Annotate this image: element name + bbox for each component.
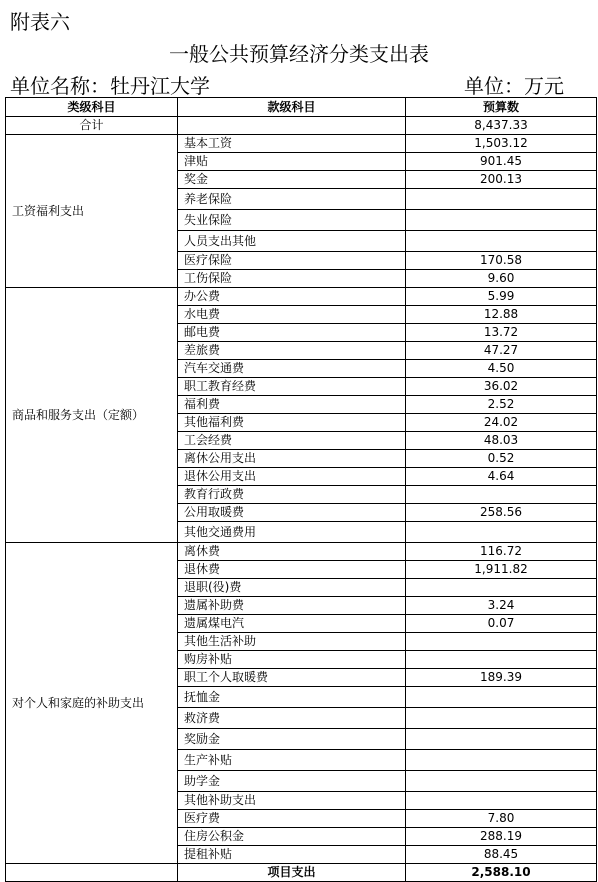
item-cell: 遗属煤电汽 <box>178 615 406 633</box>
item-cell: 救济费 <box>178 708 406 729</box>
amount-cell: 24.02 <box>406 414 597 432</box>
item-cell: 奖金 <box>178 171 406 189</box>
amount-cell: 2.52 <box>406 396 597 414</box>
amount-cell <box>406 687 597 708</box>
amount-cell <box>406 522 597 543</box>
amount-cell <box>406 750 597 771</box>
amount-cell: 1,503.12 <box>406 135 597 153</box>
item-cell: 退职(役)费 <box>178 579 406 597</box>
amount-cell <box>406 651 597 669</box>
total-item-empty <box>178 117 406 135</box>
amount-cell: 5.99 <box>406 288 597 306</box>
amount-cell: 200.13 <box>406 171 597 189</box>
amount-cell: 88.45 <box>406 846 597 864</box>
footer-label: 项目支出 <box>178 864 406 882</box>
item-cell: 工会经费 <box>178 432 406 450</box>
amount-cell <box>406 486 597 504</box>
item-cell: 人员支出其他 <box>178 231 406 252</box>
table-header-row <box>6 98 597 117</box>
page-title: 一般公共预算经济分类支出表 <box>169 42 429 66</box>
amount-cell: 47.27 <box>406 342 597 360</box>
item-cell: 福利费 <box>178 396 406 414</box>
item-cell: 差旅费 <box>178 342 406 360</box>
amount-cell <box>406 231 597 252</box>
item-cell: 职工教育经费 <box>178 378 406 396</box>
amount-cell: 4.64 <box>406 468 597 486</box>
amount-cell <box>406 633 597 651</box>
item-cell: 遗属补助费 <box>178 597 406 615</box>
item-cell: 抚恤金 <box>178 687 406 708</box>
item-cell: 养老保险 <box>178 189 406 210</box>
amount-cell: 13.72 <box>406 324 597 342</box>
amount-cell: 258.56 <box>406 504 597 522</box>
amount-cell: 901.45 <box>406 153 597 171</box>
table-row <box>6 543 597 561</box>
item-cell: 提租补贴 <box>178 846 406 864</box>
amount-cell <box>406 189 597 210</box>
amount-cell: 48.03 <box>406 432 597 450</box>
amount-cell <box>406 771 597 792</box>
budget-table <box>5 97 597 882</box>
footer-category-empty <box>6 864 178 882</box>
amount-cell: 3.24 <box>406 597 597 615</box>
amount-cell <box>406 210 597 231</box>
item-cell: 住房公积金 <box>178 828 406 846</box>
category-cell: 商品和服务支出（定额） <box>6 288 178 543</box>
amount-cell: 170.58 <box>406 252 597 270</box>
appendix-label: 附表六 <box>10 10 70 34</box>
item-cell: 基本工资 <box>178 135 406 153</box>
item-cell: 医疗保险 <box>178 252 406 270</box>
item-cell: 助学金 <box>178 771 406 792</box>
amount-cell: 288.19 <box>406 828 597 846</box>
header-item: 款级科目 <box>178 98 406 117</box>
amount-cell <box>406 792 597 810</box>
currency-unit: 单位：万元 <box>464 74 564 98</box>
item-cell: 退休公用支出 <box>178 468 406 486</box>
item-cell: 工伤保险 <box>178 270 406 288</box>
unit-name: 单位名称：牡丹江大学 <box>10 74 210 98</box>
item-cell: 汽车交通费 <box>178 360 406 378</box>
item-cell: 其他生活补助 <box>178 633 406 651</box>
amount-cell: 1,911.82 <box>406 561 597 579</box>
amount-cell: 189.39 <box>406 669 597 687</box>
footer-row <box>6 864 597 882</box>
item-cell: 失业保险 <box>178 210 406 231</box>
amount-cell: 0.52 <box>406 450 597 468</box>
item-cell: 离休费 <box>178 543 406 561</box>
item-cell: 医疗费 <box>178 810 406 828</box>
footer-value: 2,588.10 <box>406 864 597 882</box>
item-cell: 其他交通费用 <box>178 522 406 543</box>
item-cell: 津贴 <box>178 153 406 171</box>
total-label: 合计 <box>6 117 178 135</box>
header-category: 类级科目 <box>6 98 178 117</box>
amount-cell: 116.72 <box>406 543 597 561</box>
item-cell: 其他福利费 <box>178 414 406 432</box>
item-cell: 教育行政费 <box>178 486 406 504</box>
category-cell: 对个人和家庭的补助支出 <box>6 543 178 864</box>
amount-cell: 12.88 <box>406 306 597 324</box>
total-value: 8,437.33 <box>406 117 597 135</box>
amount-cell <box>406 729 597 750</box>
item-cell: 购房补贴 <box>178 651 406 669</box>
item-cell: 办公费 <box>178 288 406 306</box>
amount-cell: 4.50 <box>406 360 597 378</box>
item-cell: 离休公用支出 <box>178 450 406 468</box>
table-row <box>6 288 597 306</box>
item-cell: 奖励金 <box>178 729 406 750</box>
amount-cell: 7.80 <box>406 810 597 828</box>
item-cell: 生产补贴 <box>178 750 406 771</box>
table-row <box>6 135 597 153</box>
item-cell: 职工个人取暖费 <box>178 669 406 687</box>
amount-cell: 36.02 <box>406 378 597 396</box>
total-row <box>6 117 597 135</box>
item-cell: 退休费 <box>178 561 406 579</box>
category-cell: 工资福利支出 <box>6 135 178 288</box>
item-cell: 其他补助支出 <box>178 792 406 810</box>
item-cell: 公用取暖费 <box>178 504 406 522</box>
amount-cell: 9.60 <box>406 270 597 288</box>
header-amount: 预算数 <box>406 98 597 117</box>
item-cell: 水电费 <box>178 306 406 324</box>
amount-cell <box>406 579 597 597</box>
item-cell: 邮电费 <box>178 324 406 342</box>
amount-cell: 0.07 <box>406 615 597 633</box>
amount-cell <box>406 708 597 729</box>
